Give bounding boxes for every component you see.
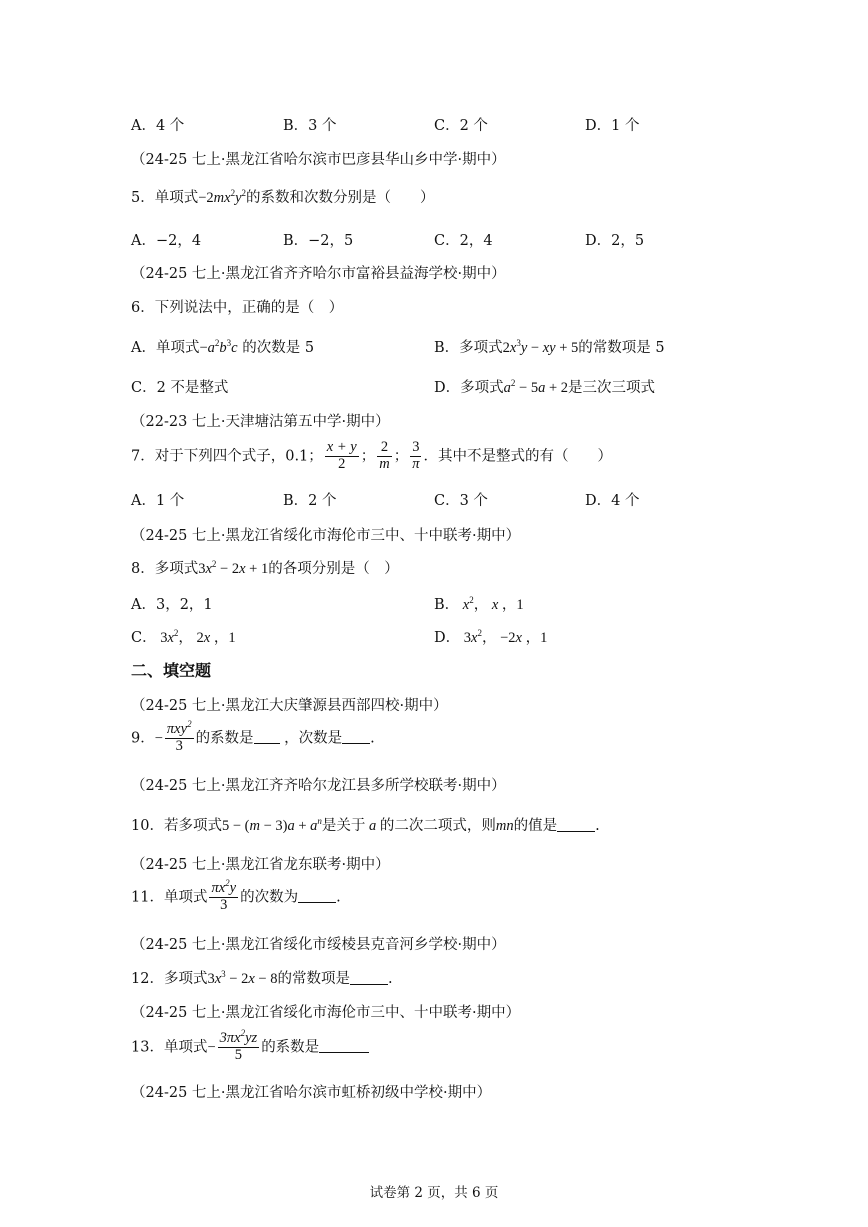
question-text: ．其中不是整式的有（ ）	[423, 448, 612, 465]
option-a: A．单项式$-a^2b^3c$ 的次数是 5	[131, 338, 315, 356]
question-number: 9．	[131, 730, 155, 747]
fraction: $\frac{x + y}{2}$	[326, 439, 357, 472]
option-d: D．多项式$a^2 - 5a + 2$是三次三项式	[434, 378, 656, 396]
source-label: （24-25 七上·黑龙江省哈尔滨市虹桥初级中学校·期中）	[131, 1085, 492, 1101]
source-label: （24-25 七上·黑龙江大庆肇源县西部四校·期中）	[131, 698, 448, 714]
source-label: （24-25 七上·黑龙江省绥化市绥棱县克音河乡学校·期中）	[131, 937, 506, 953]
math-expression: $a^2 - 5a + 2$	[503, 378, 569, 396]
question-text: 的各项分别是（ ）	[268, 561, 399, 577]
option-c: C．3 个	[434, 493, 488, 509]
math-expression: $5 - (m - 3)a + a^n$	[221, 816, 322, 834]
source-label: （24-25 七上·黑龙江齐齐哈尔龙江县多所学校联考·期中）	[131, 778, 506, 794]
math-expression: $3x^3 - 2x - 8$	[207, 969, 278, 987]
option-d: D．2，5	[585, 233, 645, 249]
section-title: 二、填空题	[131, 661, 212, 680]
fraction: $\frac{3}{\pi}$	[412, 439, 420, 472]
option-d: D．4 个	[585, 493, 640, 509]
question-text: 的系数和次数分别是（ ）	[246, 190, 435, 206]
fraction: $\frac{\pi x^2y}{3}$	[211, 878, 237, 913]
page-footer: 试卷第 2 页，共 6 页	[369, 1185, 499, 1201]
math-expression: $-a^2b^3c$	[199, 338, 238, 356]
option-b: B．2 个	[283, 493, 337, 509]
question-text: 13．单项式	[131, 1039, 208, 1056]
answer-blank[interactable]	[319, 1038, 369, 1053]
option-b: B． $x^2$， x ，1	[434, 595, 524, 613]
option-b: B．3 个	[283, 118, 337, 134]
option-a: A．−2，4	[131, 233, 202, 249]
question-text: 10．若多项式	[131, 818, 222, 834]
source-label: （22-23 七上·天津塘沽第五中学·期中）	[131, 414, 390, 430]
source-label: （24-25 七上·黑龙江省绥化市海伦市三中、十中联考·期中）	[131, 528, 521, 544]
answer-blank[interactable]	[342, 729, 370, 744]
option-c: C．2，4	[434, 233, 493, 249]
option-c: C．2 个	[434, 118, 488, 134]
option-c: C． $3x^2$， 2x ，1	[131, 628, 236, 646]
math-expression: $3x^2 - 2x + 1$	[198, 559, 269, 577]
option-d: D．1 个	[585, 118, 640, 134]
source-label: （24-25 七上·黑龙江省绥化市海伦市三中、十中联考·期中）	[131, 1005, 521, 1021]
fraction: $\frac{2}{m}$	[379, 439, 390, 472]
fraction: $\frac{3\pi x^2yz}{5}$	[219, 1028, 258, 1063]
fraction: $\frac{\pi xy^2}{3}$	[166, 719, 192, 754]
question-text: 12．多项式	[131, 971, 208, 987]
option-d: D． $3x^2$， −2x ，1	[434, 628, 548, 646]
question-text: 7．对于下列四个式子，0.1；	[131, 448, 323, 465]
answer-blank[interactable]	[557, 817, 595, 832]
answer-blank[interactable]	[350, 970, 388, 985]
question-text: 6．下列说法中，正确的是（ ）	[131, 300, 344, 316]
option-a: A．3，2，1	[131, 597, 213, 613]
source-label: （24-25 七上·黑龙江省齐齐哈尔市富裕县益海学校·期中）	[131, 266, 506, 282]
answer-blank[interactable]	[254, 729, 280, 744]
option-a: A．4 个	[131, 118, 185, 134]
source-label: （24-25 七上·黑龙江省龙东联考·期中）	[131, 857, 390, 873]
question-text: 单项式	[154, 190, 199, 206]
question-text: 8．多项式	[131, 561, 199, 577]
option-a: A．1 个	[131, 493, 185, 509]
option-c: C．2 不是整式	[131, 380, 229, 396]
math-expression: $2x^3y$ − xy + 5	[502, 338, 579, 356]
option-b: B．多项式$2x^3y$ − xy + 5的常数项是 5	[434, 338, 665, 356]
answer-blank[interactable]	[298, 888, 336, 903]
question-number: 5．	[131, 190, 155, 206]
source-label: （24-25 七上·黑龙江省哈尔滨市巴彦县华山乡中学·期中）	[131, 152, 506, 168]
question-text: 11．单项式	[131, 889, 208, 906]
monomial-expression: $-2mx^2y^2$	[198, 188, 247, 206]
option-b: B．−2，5	[283, 233, 354, 249]
